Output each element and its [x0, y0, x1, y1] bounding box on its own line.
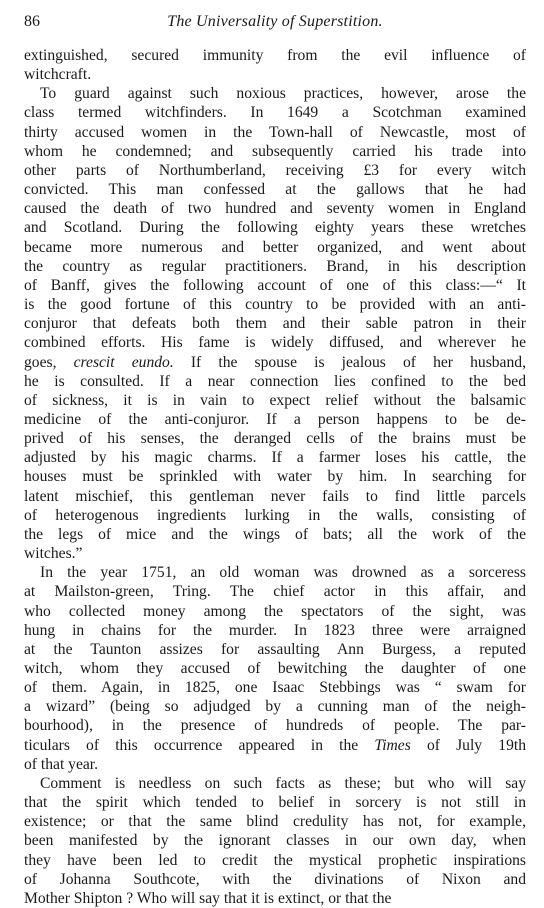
text-run: of them. Again, in 1825, one Isaac Stebbings was “ swam for	[24, 679, 526, 697]
page-header	[24, 12, 526, 38]
text-line	[24, 563, 526, 582]
text-run: and Scotland. During the following eighty years these wretches	[24, 219, 526, 237]
text-run: medicine of the anti-conjuror. If a person happens to be de-	[24, 410, 526, 428]
text-line	[24, 678, 526, 697]
text-run: of Banff, gives the following account of one of this class:—“ It	[24, 276, 526, 294]
text-line	[24, 467, 526, 486]
text-run: at Mailston-green, Tring. The chief actor in this affair, and	[24, 583, 526, 601]
paragraph	[24, 563, 526, 774]
text-run: of July 19th	[410, 736, 526, 754]
text-line	[24, 65, 526, 84]
text-run: the legs of mice and the wings of bats; all the work of the	[24, 525, 526, 543]
text-run: If the spouse is jealous of her husband,	[173, 353, 526, 371]
text-run: class termed witchfinders. In 1649 a Scotchman examined	[24, 104, 526, 122]
text-run: hung in chains for the murder. In 1823 three were arraigned	[24, 621, 526, 639]
text-line	[24, 851, 526, 870]
page-number: 86	[24, 13, 40, 30]
text-run: the country as regular practitioners. Brand, in his description	[24, 257, 526, 275]
text-line	[24, 410, 526, 429]
text-run: is the good fortune of this country to be provided with an anti-	[24, 296, 526, 314]
text-line	[24, 582, 526, 601]
text-line	[24, 525, 526, 544]
text-run: witchcraft.	[24, 66, 92, 84]
text-line	[24, 812, 526, 831]
text-run: other parts of Northumberland, receiving £3 for every witch	[24, 161, 526, 179]
text-run: combined efforts. His fame is widely diffused, and wherever he	[24, 334, 526, 352]
text-line	[24, 640, 526, 659]
text-line	[24, 372, 526, 391]
book-page	[24, 12, 526, 908]
text-line	[24, 295, 526, 314]
text-line	[24, 218, 526, 237]
paragraph	[24, 84, 526, 563]
text-line	[24, 353, 526, 372]
text-run: ticulars of this occurrence appeared in the	[24, 736, 375, 754]
text-line	[24, 123, 526, 142]
text-line	[24, 391, 526, 410]
text-run: latent mischief, this gentleman never fails to find little parcels	[24, 487, 526, 505]
text-run: thirty accused women in the Town-hall of Newcastle, most of	[24, 123, 526, 141]
text-run: witch, whom they accused of bewitching the daughter of one	[24, 660, 526, 677]
text-run: convicted. This man confessed at the gallows that he had	[24, 181, 526, 199]
text-run: adjusted by his magic charms. If a farmer loses his cattle, the	[24, 449, 526, 467]
text-run: of that year.	[24, 755, 99, 773]
text-run: been manifested by the ignorant classes in our own day, when	[24, 832, 526, 850]
text-run: Mother Shipton ? Who will say that it is extinct, or that the	[24, 889, 392, 907]
text-line	[24, 257, 526, 276]
text-run: extinguished, secured immunity from the evil influence of	[24, 47, 526, 64]
text-line	[24, 487, 526, 506]
text-line	[24, 238, 526, 257]
text-line	[24, 793, 526, 812]
text-line	[24, 544, 526, 563]
text-line	[24, 429, 526, 448]
text-line	[24, 831, 526, 850]
text-line	[24, 142, 526, 161]
text-line	[24, 199, 526, 218]
text-line	[24, 697, 526, 716]
text-run: Comment is needless on such facts as these; but who will say	[40, 774, 526, 792]
text-line	[24, 870, 526, 889]
text-line	[24, 602, 526, 621]
text-line	[24, 659, 526, 678]
text-run: of sickness, it is in vain to expect relief without the balsamic	[24, 391, 526, 409]
text-run: witches.”	[24, 545, 83, 563]
text-run: a wizard” (being so adjudged by a cunning man of the neigh-	[24, 698, 526, 716]
italic-text: crescit eundo.	[73, 353, 174, 371]
text-run: he is consulted. If a near connection lies confined to the bed	[24, 372, 526, 390]
text-run: existence; or that the same blind credulity has not, for example,	[24, 813, 526, 831]
text-line	[24, 506, 526, 525]
text-run: conjuror that defeats both them and their sable patron in their	[24, 315, 526, 333]
text-line	[24, 103, 526, 122]
text-run: they have been led to credit the mystical prophetic inspirations	[24, 851, 526, 869]
text-run: that the spirit which tended to belief in sorcery is not still in	[24, 794, 526, 812]
text-run: houses must be sprinkled with water by him. In searching for	[24, 468, 526, 486]
text-line	[24, 621, 526, 640]
italic-text: Times	[374, 736, 411, 754]
text-run: prived of his senses, the deranged cells of the brains must be	[24, 430, 526, 448]
text-run: of heterogenous ingredients lurking in the walls, consisting of	[24, 506, 526, 524]
text-line	[24, 774, 526, 793]
text-line	[24, 333, 526, 352]
text-line	[24, 889, 526, 908]
text-line	[24, 716, 526, 735]
text-run: who collected money among the spectators of the sight, was	[24, 602, 526, 620]
text-run: caused the death of two hundred and seventy women in England	[24, 200, 526, 218]
paragraph	[24, 774, 526, 908]
text-line	[24, 755, 526, 774]
body-text	[24, 46, 526, 908]
text-run: To guard against such noxious practices, however, arose the	[40, 85, 526, 103]
text-line	[24, 314, 526, 333]
text-run: whom he condemned; and subsequently carried his trade into	[24, 142, 526, 160]
text-line	[24, 276, 526, 295]
text-line	[24, 180, 526, 199]
paragraph	[24, 46, 526, 84]
text-line	[24, 736, 526, 755]
text-line	[24, 161, 526, 180]
text-run: goes,	[24, 353, 74, 371]
text-line	[24, 46, 526, 65]
text-line	[24, 84, 526, 103]
text-run: at the Taunton assizes for assaulting Ann Burgess, a reputed	[24, 640, 526, 658]
running-title: The Universality of Superstition.	[167, 13, 383, 30]
text-run: of Johanna Southcote, with the divinations of Nixon and	[24, 870, 526, 888]
text-line	[24, 448, 526, 467]
text-run: bourhood), in the presence of hundreds of people. The par-	[24, 717, 526, 735]
text-run: In the year 1751, an old woman was drowned as a sorceress	[40, 564, 526, 582]
text-run: became more numerous and better organized, and went about	[24, 238, 526, 256]
